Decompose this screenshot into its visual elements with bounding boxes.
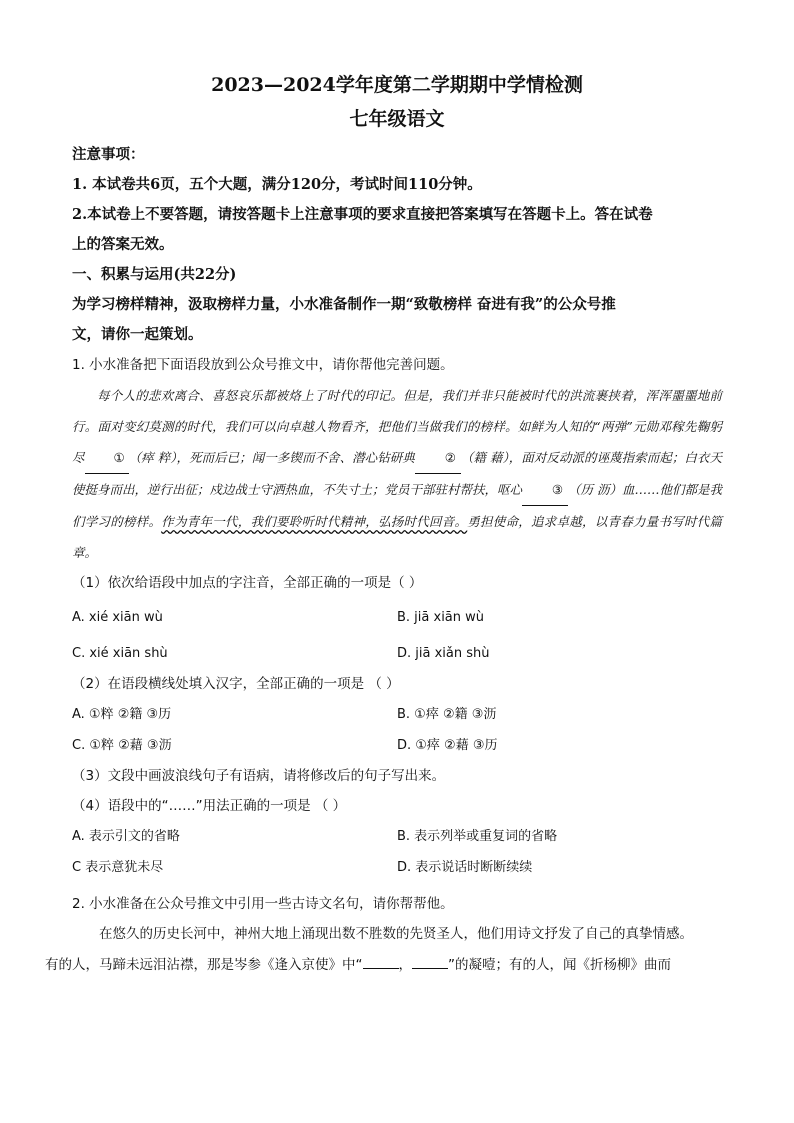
question-2-text-b1: 有的人，马蹄未远泪沾襟，那是岑参《逢入京使》中“ <box>45 957 363 973</box>
blank-2: ② <box>415 442 461 474</box>
notice-item-2b: 上的答案无效。 <box>72 236 174 253</box>
subquestion-1-stem: （1）依次给语段中加点的字注音，全部正确的一项是（ ） <box>72 575 423 591</box>
passage-text-2: （瘁 粹），死而后已；闻一多锲而不舍、潜心钻研典 <box>128 450 415 465</box>
passage-text-5: 勇担使命，追求卓越，以青春力量书写时代篇章。 <box>72 514 722 560</box>
question-1-passage <box>72 380 722 568</box>
question-1-stem: 1. 小水准备把下面语段放到公众号推文中，请你帮他完善问题。 <box>72 357 454 373</box>
subquestion-4-options <box>72 821 722 883</box>
blank-3: ③ <box>522 474 568 506</box>
option-c: C 表示意犹未尽 <box>72 860 164 875</box>
option-c: C. ①粹 ②藉 ③沥 <box>72 738 172 753</box>
subquestion-3-stem: （3）文段中画波浪线句子有语病，请将修改后的句子写出来。 <box>72 768 446 784</box>
option-a: A. 表示引文的省略 <box>72 829 180 844</box>
page-subtitle: 七年级语文 <box>349 108 445 130</box>
option-d: D. 表示说话时断断续续 <box>397 860 533 875</box>
blank-1: ① <box>85 442 129 474</box>
answer-blank-1[interactable] <box>363 956 399 969</box>
option-a: A. xié xiān wù <box>72 610 163 625</box>
notice-item-2a: 2.本试卷上不要答题，请按答题卡上注意事项的要求直接把答案填写在答题卡上。答在试卷 <box>72 206 653 223</box>
question-2-body <box>45 919 722 981</box>
passage-text-3: （籍 藉），面对反动派的诬蔑指索而起；白衣天使挺身而出，逆行出征；戍边战士守洒热血，不失寸土；党员干部驻村帮扶，呕心 <box>72 450 722 497</box>
question-2-stem: 2. 小水准备在公众号推文中引用一些古诗文名句，请你帮帮他。 <box>72 896 454 912</box>
wavy-underlined-sentence: 作为青年一代，我们要聆听时代精神，弘扬时代回音。 <box>161 514 468 529</box>
notice-heading: 注意事项： <box>72 146 145 163</box>
option-b: B. 表示列举或重复词的省略 <box>397 829 558 844</box>
option-a: A. ①粹 ②籍 ③历 <box>72 707 172 722</box>
section-heading: 一、积累与运用(共22分) <box>72 266 237 283</box>
answer-blank-2[interactable] <box>412 956 448 969</box>
passage-text-4: （历 沥）血……他们都是我们学习的榜样。 <box>72 482 722 529</box>
option-d: D. jiā xiǎn shù <box>397 646 490 661</box>
subquestion-2-stem: （2）在语段横线处填入汉字，全部正确的一项是 （ ） <box>72 676 400 692</box>
question-2-text-a: 在悠久的历史长河中，神州大地上涌现出数不胜数的先贤圣人，他们用诗文抒发了自己的真挚情感。 <box>99 926 693 942</box>
subquestion-4-stem: （4）语段中的“……”用法正确的一项是 （ ） <box>72 798 347 814</box>
subquestion-2-options <box>72 699 722 761</box>
exam-page <box>45 70 722 981</box>
question-2-comma: ， <box>398 957 412 973</box>
section-intro-a: 为学习榜样精神，汲取榜样力量，小水准备制作一期“致敬榜样 奋进有我”的公众号推 <box>72 296 616 313</box>
page-title: 2023—2024学年度第二学期期中学情检测 <box>211 74 583 96</box>
question-2-text-b3: ”的凝噎；有的人，闻《折杨柳》曲而 <box>448 957 671 973</box>
option-b: B. ①瘁 ②籍 ③沥 <box>397 707 497 722</box>
option-b: B. jiā xiān wù <box>397 610 485 625</box>
subquestion-1-options <box>72 598 722 669</box>
option-d: D. ①瘁 ②藉 ③历 <box>397 738 498 753</box>
section-intro-b: 文，请你一起策划。 <box>72 326 203 343</box>
passage-text-1: 每个人的悲欢离合、喜怒哀乐都被烙上了时代的印记。但是，我们并非只能被时代的洪流裹挟着，浑浑噩噩地前行。面对变幻莫测的时代，我们可以向卓越人物看齐，把他们当做我们的榜样。如鲜为人知的“两弹”元勋邓稼先鞠躬尽 <box>72 388 722 465</box>
option-c: C. xié xiān shù <box>72 646 168 661</box>
notice-item-1: 1. 本试卷共6页，五个大题，满分120分，考试时间110分钟。 <box>72 176 482 193</box>
